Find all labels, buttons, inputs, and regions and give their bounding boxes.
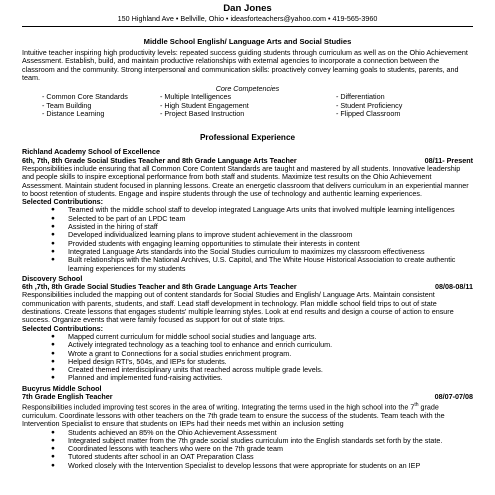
list-item: ● Integrated Language Arts standards into the Social Studies curriculum to maximizes my classroom effectiveness xyxy=(68,248,473,256)
list-item: ● Built relationships with the National Archives, U.S. Capitol, and The White House Historical Association to create authentic learning experiences for my students xyxy=(68,256,473,273)
list-item: ● Actively integrated technology as a teaching tool to enhance and enrich curriculum. xyxy=(68,341,473,349)
contributions-label: Selected Contributions: xyxy=(22,323,104,333)
contributions-list xyxy=(22,206,473,272)
competency-item: - Multiple Intelligences xyxy=(160,92,232,102)
list-item: ● Helped design RTI's, 504s, and IEPs for students. xyxy=(68,358,473,366)
job-title: 6th ,7th, 8th Grade Social Studies Teacher and 8th Grade Language Arts Teacher xyxy=(22,282,297,292)
school-name: Richland Academy School of Excellence xyxy=(22,147,160,157)
list-item: ● Students achieved an 85% on the Ohio Achievement Assessment xyxy=(68,429,473,437)
headline: Middle School English/ Language Arts and Social Studies xyxy=(143,37,352,46)
competency-item: - Flipped Classroom xyxy=(336,109,401,119)
list-item: ● Planned and implemented fund-raising activities. xyxy=(68,374,473,382)
competency-item: - Team Building xyxy=(42,100,92,110)
contributions-label: Selected Contributions: xyxy=(22,197,104,207)
competency-item: - Common Core Standards xyxy=(42,92,128,102)
header-divider xyxy=(22,26,473,27)
competency-item: - Project Based Instruction xyxy=(160,109,245,119)
role-row xyxy=(22,393,473,401)
list-item: ● Created themed interdisciplinary units that reached across multiple grade levels. xyxy=(68,366,473,374)
job-title: 7th Grade English Teacher xyxy=(22,391,113,401)
job-dates: 08/07-07/08 xyxy=(434,391,473,401)
job-description xyxy=(22,401,473,428)
list-item: ● Mapped current curriculum for middle school social studies and language arts. xyxy=(68,333,473,341)
list-item: ● Provided students with engaging learning opportunities to stimulate their interests in content xyxy=(68,240,473,248)
school-name: Bucyrus Middle School xyxy=(22,383,102,393)
school-name: Discovery School xyxy=(22,273,83,283)
competencies-title: Core Competencies xyxy=(215,84,280,94)
job-entry xyxy=(22,148,473,272)
competency-item: - Differentiation xyxy=(336,92,385,102)
list-item: ● Worked closely with the Intervention Specialist to develop lessons that were appropriate for students on an IEP xyxy=(68,462,473,470)
contributions-list xyxy=(22,429,473,470)
job-description: Responsibilities included the mapping out of content standards for Social Studies and English/ Language Arts. Maintain consistent communication with parents, students, and staff. Lead staff development in technology. Plan middle school field trips to out of state destinations. Create lessons that engages students' multiple learning styles. Look at end results and design a course of action to ensure success. Organize events that were family focused as support for out of state trips. xyxy=(22,290,454,325)
list-item: ● Selected to be part of an LPDC team xyxy=(68,215,473,223)
list-item: ● Coordinated lessons with teachers who were on the 7th grade team xyxy=(68,445,473,453)
job-entry xyxy=(22,275,473,383)
competency-item: - Distance Learning xyxy=(42,109,105,119)
competency-item: - High Student Engagement xyxy=(160,100,249,110)
ordinal-suffix: th xyxy=(414,402,419,409)
job-dates: 08/11- Present xyxy=(424,155,473,165)
list-item: ● Wrote a grant to Connections for a social studies enrichment program. xyxy=(68,350,473,358)
list-item: ● Developed individualized learning plans to improve student achievement in the classroom xyxy=(68,231,473,239)
contact-line: 150 Highland Ave • Bellville, Ohio • ideasforteachers@yahoo.com • 419-565-3960 xyxy=(117,13,378,23)
list-item: ● Integrated subject matter from the 7th grade social studies curriculum into the English standards set forth by the state. xyxy=(68,437,473,445)
list-item: ● Tutored students after school in an OAT Preparation Class xyxy=(68,453,473,461)
job-description-part: grade curriculum. Coordinate lessons with other teachers on the 7th grade team to ensure the success of the students. Team teach with the Intervention Specialist to ensure that students on IEPs had their needs met within an inclusion setting xyxy=(22,402,445,429)
job-title: 6th, 7th, 8th Grade Social Studies Teacher and 8th Grade Language Arts Teacher xyxy=(22,155,297,165)
experience-section-title: Professional Experience xyxy=(199,133,296,143)
job-description-part: Responsibilities included improving test scores in the area of writing. Integrating the terms used in the high school into the 7 xyxy=(22,402,415,412)
list-item: ● Teamed with the middle school staff to develop integrated Language Arts units that involved multiple learning intelligences xyxy=(68,206,473,214)
candidate-name: Dan Jones xyxy=(223,3,272,14)
competency-item: - Student Proficiency xyxy=(336,100,403,110)
summary-paragraph: Intuitive teacher inspiring high productivity levels: repeated success guiding students through curriculum as well as on the Ohio Achievement Assessment. Establish, build, and maintain productive relationships with external agencies to incorporate a connection between the classroom and the community. Strong interpersonal and communication skills: proactively convey learning goals to students, parents, and team. xyxy=(22,48,468,82)
competencies-grid xyxy=(22,93,473,118)
job-description: Responsibilities include ensuring that all Common Core Content Standards are taught and mastered by all students. Innovative leadership and people skills to inspire exceptional performance from both staff and students. Maximize test results on the Ohio Achievement Assessment. Maintain student focused in planning lessons. Create an energetic classroom that delivers curriculum in an experiential manner to boost retention of students. Engage and inspire students through the use of technology and authentic learning experiences. xyxy=(22,163,469,198)
job-entry xyxy=(22,385,473,470)
list-item: ● Assisted in the hiring of staff xyxy=(68,223,473,231)
job-dates: 08/08-08/11 xyxy=(435,282,473,292)
contributions-list xyxy=(22,333,473,383)
